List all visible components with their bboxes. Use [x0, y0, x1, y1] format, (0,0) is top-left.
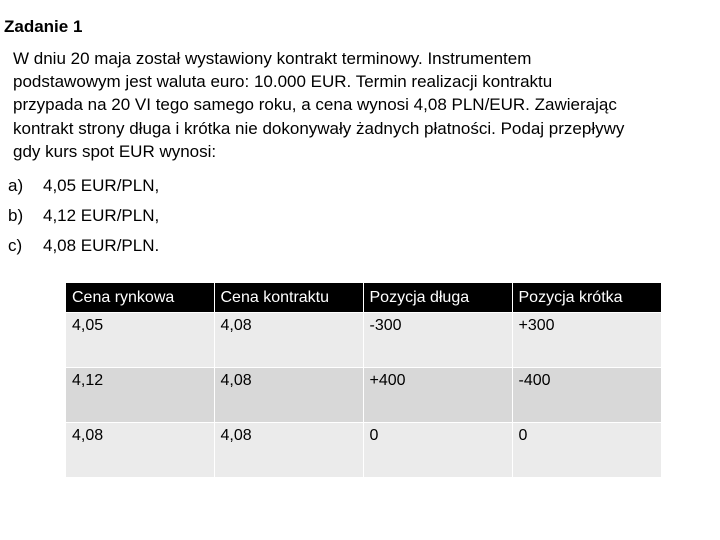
- description-line: kontrakt strony długa i krótka nie dokonywały żadnych płatności. Podaj przepływy: [13, 118, 625, 138]
- cell-market-price: 4,08: [66, 423, 214, 478]
- option-text: 4,05 EUR/PLN,: [43, 176, 160, 195]
- description-line: gdy kurs spot EUR wynosi:: [13, 141, 217, 161]
- cell-contract-price: 4,08: [214, 423, 363, 478]
- option-text: 4,12 EUR/PLN,: [43, 206, 160, 225]
- option-text: 4,08 EUR/PLN.: [43, 236, 160, 255]
- cashflow-table: [66, 283, 661, 477]
- task-title: Zadanie 1: [4, 17, 83, 36]
- option-letter: a): [8, 176, 24, 195]
- option-letter: b): [8, 206, 24, 225]
- option-a: [8, 171, 159, 201]
- cell-long-position: 0: [363, 423, 512, 478]
- cell-short-position: -400: [512, 368, 661, 423]
- description-line: podstawowym jest waluta euro: 10.000 EUR. Termin realizacji kontraktu: [13, 72, 553, 92]
- header-market-price: Cena rynkowa: [66, 283, 214, 313]
- cell-market-price: 4,05: [66, 313, 214, 368]
- table-header-row: [66, 283, 661, 313]
- cell-contract-price: 4,08: [214, 313, 363, 368]
- header-short-position: Pozycja krótka: [512, 283, 661, 313]
- task-description: [13, 47, 693, 163]
- option-letter: c): [8, 236, 23, 255]
- table-row: [66, 368, 661, 423]
- cell-short-position: +300: [512, 313, 661, 368]
- cell-contract-price: 4,08: [214, 368, 363, 423]
- header-contract-price: Cena kontraktu: [214, 283, 363, 313]
- option-c: [8, 231, 159, 261]
- answer-options-list: [8, 171, 159, 261]
- header-long-position: Pozycja długa: [363, 283, 512, 313]
- table-row: [66, 423, 661, 478]
- cell-long-position: -300: [363, 313, 512, 368]
- cell-short-position: 0: [512, 423, 661, 478]
- cell-market-price: 4,12: [66, 368, 214, 423]
- option-b: [8, 201, 159, 231]
- description-line: W dniu 20 maja został wystawiony kontrakt terminowy. Instrumentem: [13, 49, 532, 68]
- table-row: [66, 313, 661, 368]
- description-line: przypada na 20 VI tego samego roku, a cena wynosi 4,08 PLN/EUR. Zawierając: [13, 95, 617, 115]
- cell-long-position: +400: [363, 368, 512, 423]
